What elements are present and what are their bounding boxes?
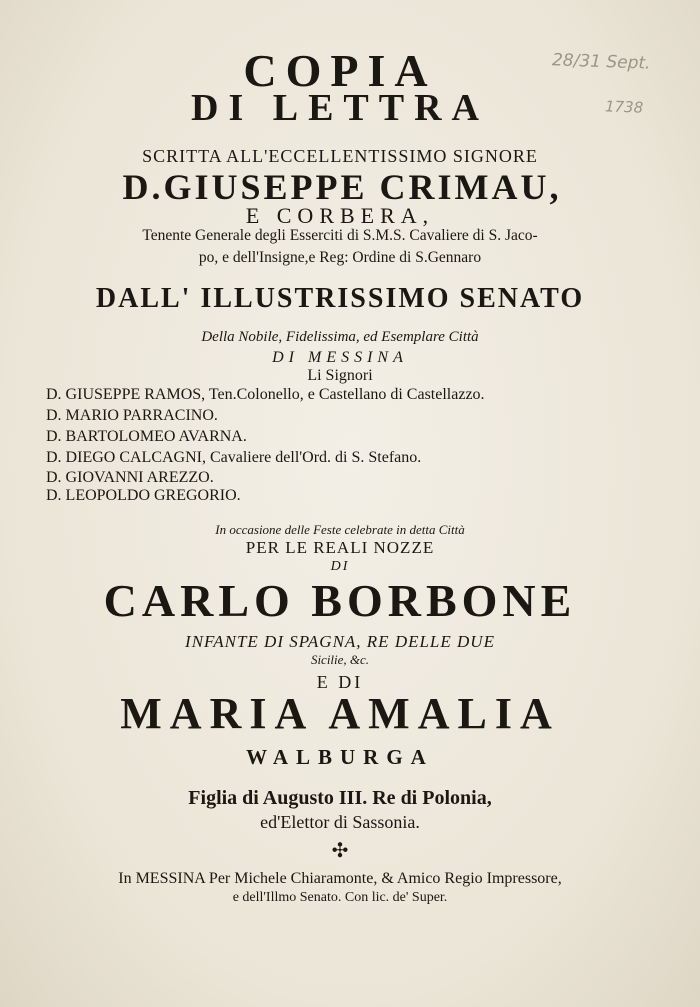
handwritten-note-1: 28/31 Sept. bbox=[551, 50, 651, 74]
recipient-title-1: Tenente Generale degli Esserciti di S.M.S. Cavaliere di S. Jaco- bbox=[142, 227, 538, 244]
member-6: D. LEOPOLDO GREGORIO. bbox=[46, 487, 241, 504]
member-3: D. BARTOLOMEO AVARNA. bbox=[46, 428, 247, 445]
member-2: D. MARIO PARRACINO. bbox=[46, 407, 218, 424]
recipient-name-cont: E CORBERA, bbox=[245, 203, 435, 228]
signori-label: Li Signori bbox=[307, 367, 373, 384]
member-4: D. DIEGO CALCAGNI, Cavaliere dell'Ord. di S. Stefano. bbox=[46, 449, 422, 466]
subtitle-scritta: SCRITTA ALL'ECCELLENTISSIMO SIGNORE bbox=[142, 146, 538, 166]
imprint-line-2: e dell'Illmo Senato. Con lic. de' Super. bbox=[232, 890, 448, 905]
city-line-2: DI MESSINA bbox=[272, 349, 408, 366]
occasion-line-2: PER LE REALI NOZZE bbox=[245, 538, 435, 557]
occasion-line-3: DI bbox=[330, 559, 350, 574]
recipient-name: D.GIUSEPPE CRIMAU, bbox=[122, 167, 562, 207]
imprint-line-1: In MESSINA Per Michele Chiaramonte, & Amico Regio Impressore, bbox=[118, 870, 562, 887]
bride-name: MARIA AMALIA bbox=[120, 689, 560, 738]
handwritten-note-2: 1738 bbox=[604, 97, 644, 117]
occasion-line-1: In occasione delle Feste celebrate in detta Città bbox=[215, 522, 465, 537]
title-di-lettra: DI LETTRA bbox=[191, 87, 489, 129]
member-5: D. GIOVANNI AREZZO. bbox=[46, 469, 214, 486]
member-1: D. GIUSEPPE RAMOS, Ten.Colonello, e Castellano di Castellazzo. bbox=[46, 386, 485, 403]
bride-title-2: ed'Elettor di Sassonia. bbox=[260, 812, 420, 832]
bride-name-2: WALBURGA bbox=[246, 745, 434, 769]
title-copia: COPIA bbox=[243, 45, 437, 96]
city-line-1: Della Nobile, Fidelissima, ed Esemplare Città bbox=[201, 329, 479, 345]
sender-senate: DALL' ILLUSTRISSIMO SENATO bbox=[95, 283, 585, 314]
conjunction: E DI bbox=[316, 672, 364, 692]
groom-title-2: Sicilie, &c. bbox=[310, 652, 370, 667]
groom-name: CARLO BORBONE bbox=[103, 575, 577, 626]
ornament-icon: ✣ bbox=[331, 840, 349, 862]
recipient-title-2: po, e dell'Insigne,e Reg: Ordine di S.Gennaro bbox=[198, 249, 482, 266]
groom-title-1: INFANTE DI SPAGNA, RE DELLE DUE bbox=[185, 632, 495, 651]
bride-title-1: Figlia di Augusto III. Re di Polonia, bbox=[188, 787, 492, 809]
